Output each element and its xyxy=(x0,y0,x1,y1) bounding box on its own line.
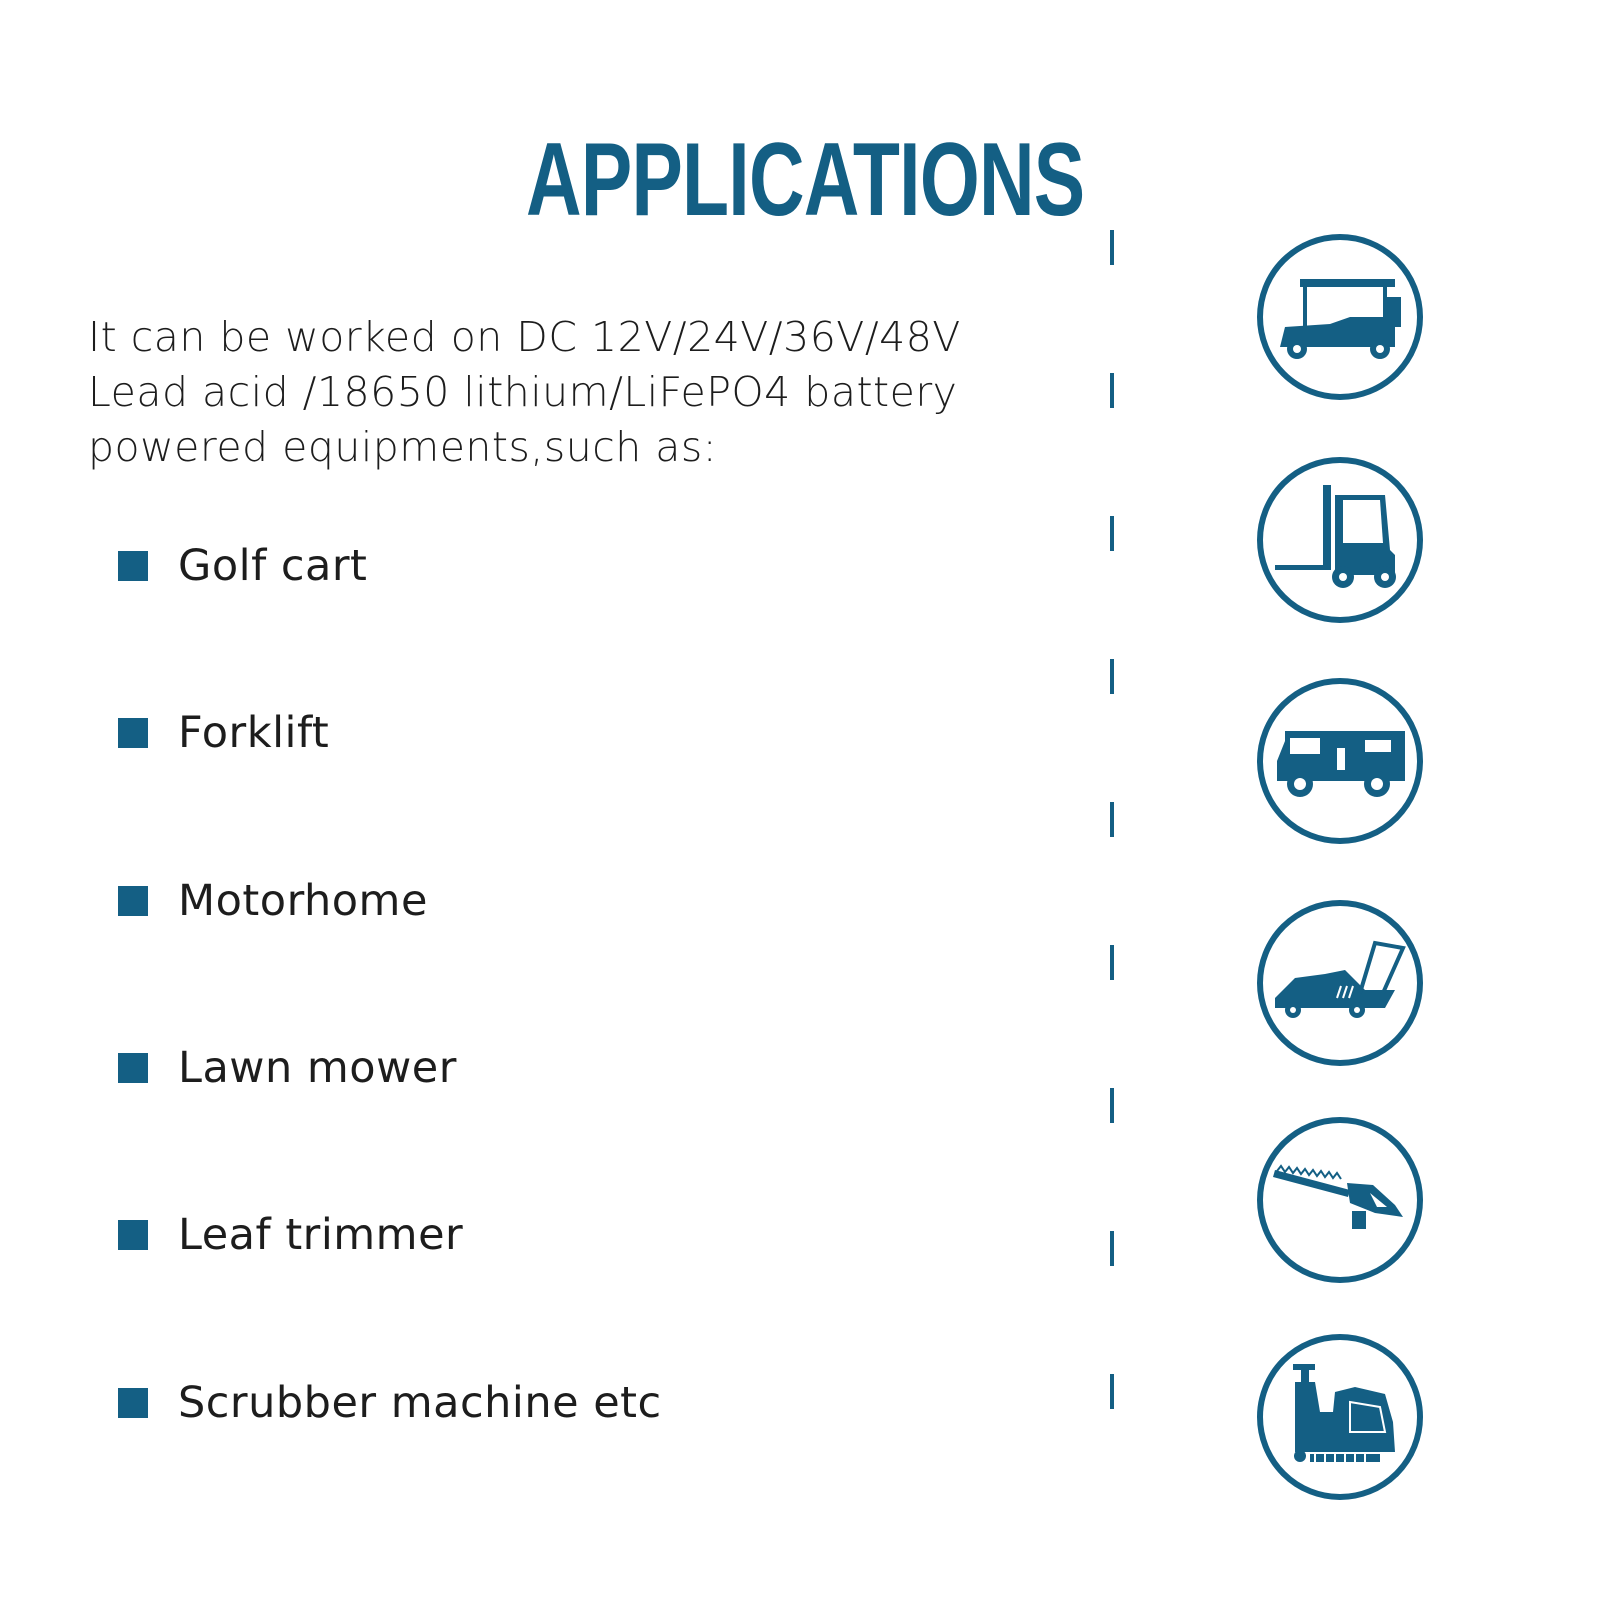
intro-line: powered equipments,such as: xyxy=(88,423,718,471)
application-label: Forklift xyxy=(178,708,330,758)
hedge-trimmer-icon xyxy=(1255,1115,1425,1285)
application-label: Motorhome xyxy=(178,876,428,926)
square-bullet-icon xyxy=(118,886,148,916)
motorhome-icon xyxy=(1255,676,1425,846)
intro-line: Lead acid /18650 lithium/LiFePO4 battery xyxy=(88,368,958,416)
list-item xyxy=(118,703,329,763)
intro-text xyxy=(88,310,1048,475)
square-bullet-icon xyxy=(118,718,148,748)
square-bullet-icon xyxy=(118,1388,148,1418)
square-bullet-icon xyxy=(118,1220,148,1250)
list-item xyxy=(118,1373,662,1433)
list-item xyxy=(118,1205,463,1265)
application-label: Golf cart xyxy=(178,541,368,591)
intro-line: It can be worked on DC 12V/24V/36V/48V xyxy=(88,313,961,361)
golf-cart-icon xyxy=(1255,232,1425,402)
floor-scrubber-icon xyxy=(1255,1332,1425,1502)
application-label: Leaf trimmer xyxy=(178,1210,464,1260)
application-label: Lawn mower xyxy=(178,1043,457,1093)
list-item xyxy=(118,536,367,596)
list-item xyxy=(118,1038,457,1098)
lawn-mower-icon xyxy=(1255,898,1425,1068)
dashed-divider xyxy=(1108,230,1116,1530)
list-item xyxy=(118,871,428,931)
forklift-icon xyxy=(1255,455,1425,625)
application-label: Scrubber machine etc xyxy=(178,1378,662,1428)
square-bullet-icon xyxy=(118,1053,148,1083)
page-title: APPLICATIONS xyxy=(526,121,1085,238)
square-bullet-icon xyxy=(118,551,148,581)
